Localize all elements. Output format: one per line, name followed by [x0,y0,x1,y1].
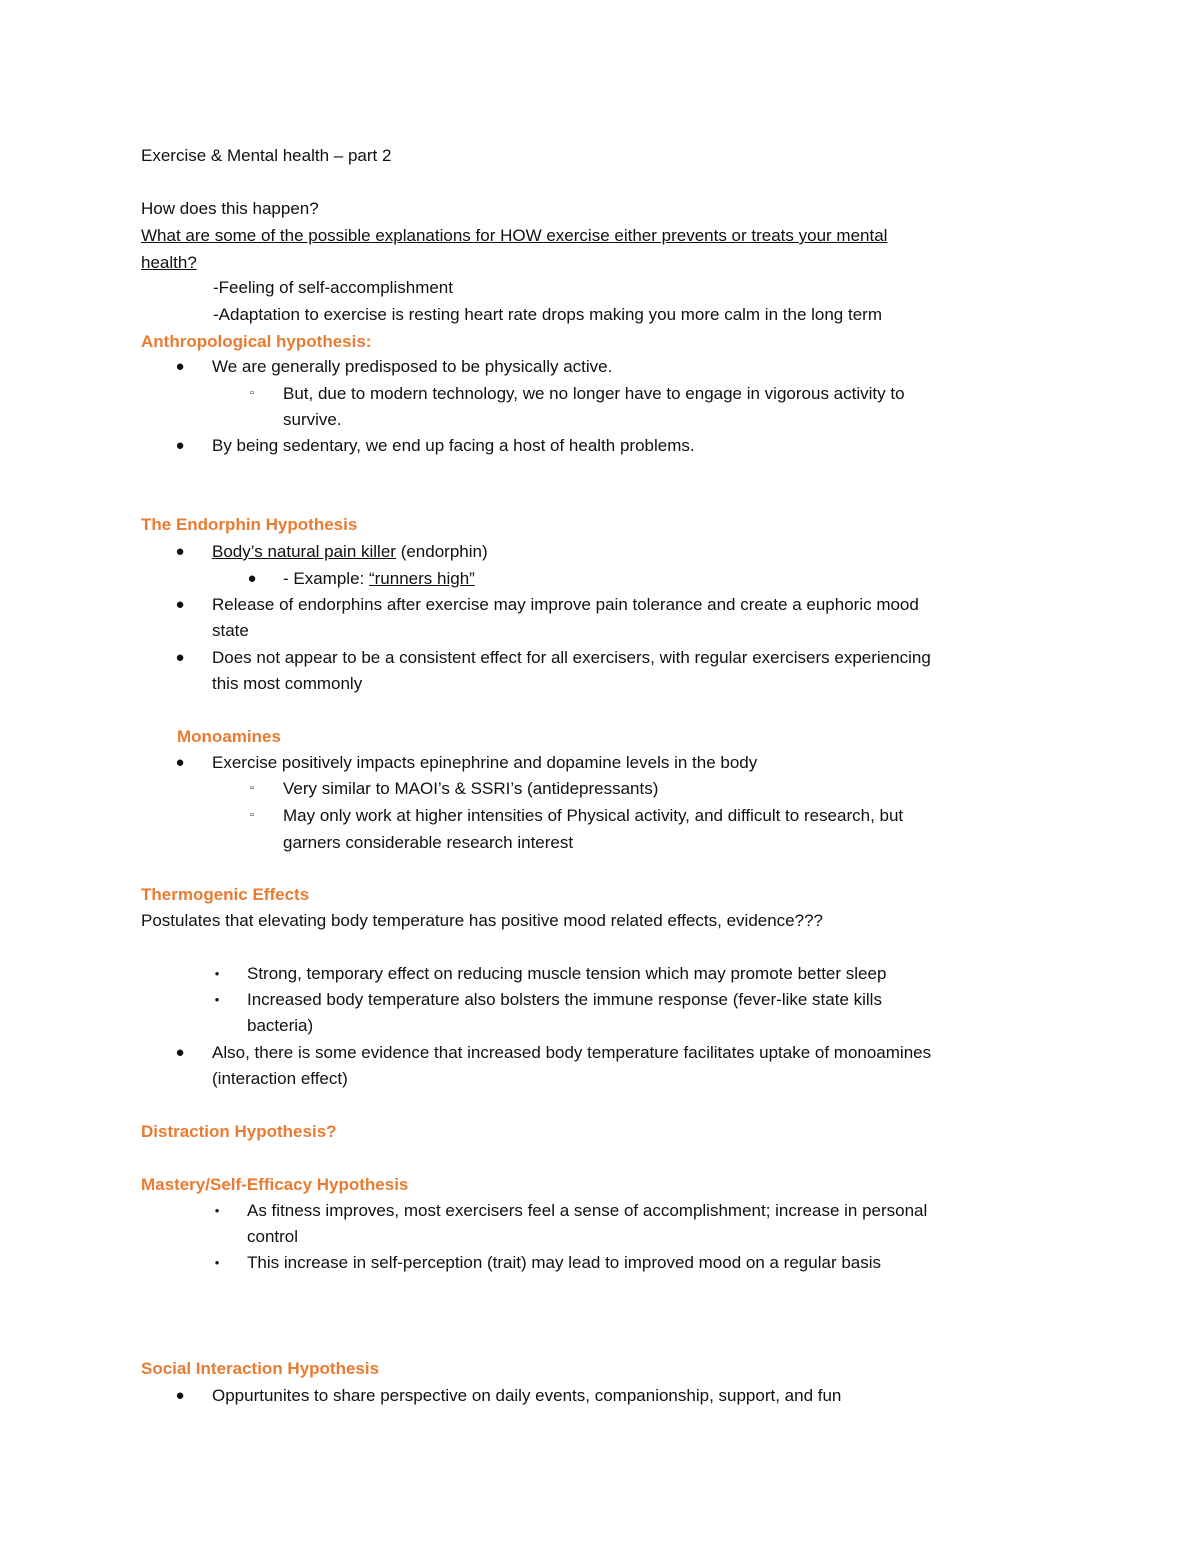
social-bullet-1 [0,1382,1200,1409]
bullet-text: We are generally predisposed to be physically active. [212,357,613,376]
distraction-heading: Distraction Hypothesis? [141,1122,337,1141]
bullet-text: Very similar to MAOI’s & SSRI’s (antidepressants) [283,779,659,798]
doc-title-line [0,142,1200,169]
arrow-bullet-icon: ▫ [250,387,254,399]
mastery-bullet-1 [0,1197,1200,1224]
monoamines-sub-bullet-2 [0,802,1200,829]
arrow-bullet-icon: ▫ [250,782,254,794]
endorphin-bullet-3 [0,644,1200,671]
bullet-text: control [247,1227,299,1246]
endorphin-bullet-1 [0,538,1200,565]
intro-answer-line-1 [0,274,1200,301]
disc-bullet-icon: ● [175,754,185,771]
underlined-phrase: “runners high” [368,569,475,588]
anthropological-heading: Anthropological hypothesis: [141,332,372,351]
bullet-text: Strong, temporary effect on reducing muscle tension which may promote better sleep [247,964,887,983]
intro-prompt-line-1 [0,222,1200,249]
bullet-text: Oppurtunites to share perspective on daily events, companionship, support, and fun [212,1386,842,1405]
bullet-text: this most commonly [212,674,363,693]
thermogenic-bullet-2 [0,986,1200,1013]
bullet-text: (interaction effect) [212,1069,348,1088]
intro-question: How does this happen? [141,199,319,218]
endorphin-heading-line [0,511,1200,538]
endorphin-bullet-3-cont [0,670,1200,697]
intro-prompt-2: health? [141,253,197,272]
disc-bullet-icon: ● [175,1044,185,1061]
intro-answer-2: -Adaptation to exercise is resting heart rate drops making you more calm in the long term [213,305,882,324]
anthropological-heading-line [0,328,1200,355]
anthropological-sub-bullet-1 [0,380,1200,407]
monoamines-sub-bullet-2-cont [0,829,1200,856]
bullet-text: By being sedentary, we end up facing a host of health problems. [212,436,695,455]
small-bullet-icon: • [214,992,220,1007]
bullet-text: state [212,621,249,640]
endorphin-heading: The Endorphin Hypothesis [141,515,358,534]
bullet-text: bacteria) [247,1016,314,1035]
disc-bullet-icon: ● [175,649,185,666]
bullet-text: garners considerable research interest [283,833,574,852]
thermogenic-intro-line [0,907,1200,934]
doc-title: Exercise & Mental health – part 2 [141,146,392,165]
intro-question-line [0,195,1200,222]
bullet-text: Also, there is some evidence that increased body temperature facilitates uptake of monoamines [212,1043,932,1062]
thermogenic-heading: Thermogenic Effects [141,885,310,904]
anthropological-sub-bullet-1-cont [0,406,1200,433]
bullet-text: survive. [283,410,342,429]
small-bullet-icon: • [214,1255,220,1270]
mastery-bullet-1-cont [0,1223,1200,1250]
bullet-text: Release of endorphins after exercise may improve pain tolerance and create a euphoric mood [212,595,919,614]
anthropological-bullet-2 [0,432,1200,459]
anthropological-bullet-1 [0,353,1200,380]
disc-bullet-icon: ● [175,1387,185,1404]
bullet-text: Exercise positively impacts epinephrine and dopamine levels in the body [212,753,758,772]
intro-prompt-line-2 [0,249,1200,276]
endorphin-bullet-2-cont [0,617,1200,644]
bullet-text: As fitness improves, most exercisers feel a sense of accomplishment; increase in personal [247,1201,928,1220]
monoamines-sub-bullet-1 [0,775,1200,802]
disc-bullet-icon: ● [175,437,185,454]
bullet-text [212,538,488,565]
monoamines-heading: Monoamines [177,727,281,746]
mastery-heading: Mastery/Self-Efficacy Hypothesis [141,1175,409,1194]
thermogenic-intro: Postulates that elevating body temperature has positive mood related effects, evidence??? [141,911,824,930]
bullet-text: Increased body temperature also bolsters the immune response (fever-like state kills [247,990,882,1009]
intro-answer-1: -Feeling of self-accomplishment [213,278,453,297]
disc-bullet-icon: ● [175,596,185,613]
disc-bullet-icon: ● [175,543,185,560]
mastery-heading-line [0,1171,1200,1198]
arrow-bullet-icon: ▫ [250,809,254,821]
underlined-phrase: Body’s natural pain killer [212,542,396,561]
distraction-heading-line [0,1118,1200,1145]
endorphin-sub-bullet-1 [0,565,1200,592]
thermogenic-bullet-2-cont [0,1012,1200,1039]
monoamines-bullet-1 [0,749,1200,776]
mastery-bullet-2 [0,1249,1200,1276]
small-bullet-icon: • [214,966,220,981]
example-prefix: - Example: [283,569,369,588]
social-heading-line [0,1355,1200,1382]
social-heading: Social Interaction Hypothesis [141,1359,380,1378]
monoamines-heading-line [0,723,1200,750]
thermogenic-bullet-3 [0,1039,1200,1066]
thermogenic-bullet-1 [0,960,1200,987]
bullet-text [283,565,475,592]
thermogenic-heading-line [0,881,1200,908]
disc-bullet-icon: ● [175,358,185,375]
intro-prompt-1: What are some of the possible explanations for HOW exercise either prevents or treats your mental [141,226,888,245]
bullet-text: Does not appear to be a consistent effect for all exercisers, with regular exercisers experiencing [212,648,931,667]
thermogenic-bullet-3-cont [0,1065,1200,1092]
endorphin-bullet-2 [0,591,1200,618]
small-bullet-icon: • [214,1203,220,1218]
bullet-text: May only work at higher intensities of Physical activity, and difficult to research, but [283,806,904,825]
bullet-text: But, due to modern technology, we no longer have to engage in vigorous activity to [283,384,905,403]
bullet-text: This increase in self-perception (trait) may lead to improved mood on a regular basis [247,1253,882,1272]
disc-bullet-icon: ● [247,570,257,587]
phrase-rest: (endorphin) [395,542,488,561]
intro-answer-line-2 [0,301,1200,328]
